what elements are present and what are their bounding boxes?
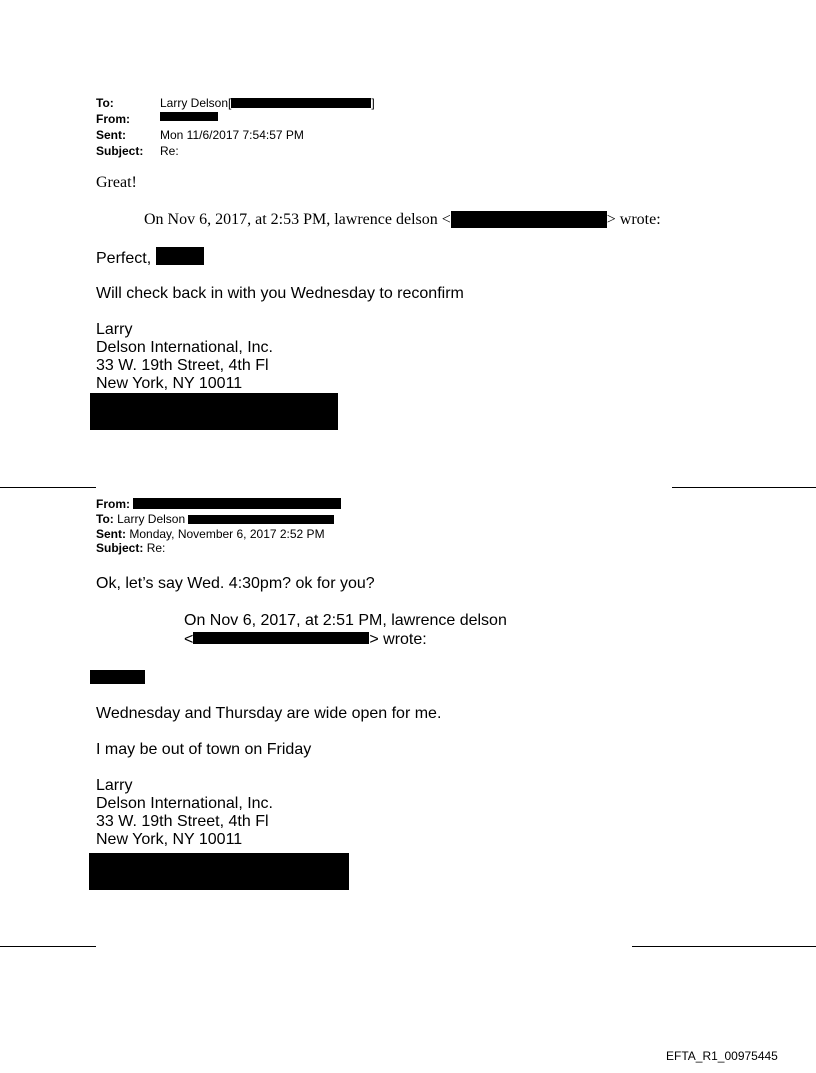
redaction [89,853,349,890]
email2-from: From: [96,498,341,511]
divider [0,946,96,947]
divider [0,487,96,488]
email1-body: Great! [96,174,137,191]
email2-quote-line1: On Nov 6, 2017, at 2:51 PM, lawrence delson [184,612,507,629]
redaction [133,498,341,509]
redaction [193,632,369,644]
email1-line1: Will check back in with you Wednesday to reconfirm [96,285,464,302]
redaction [90,393,338,430]
email2-sent: Sent: Monday, November 6, 2017 2:52 PM [96,527,325,541]
redaction [156,247,204,265]
email2-line1: Wednesday and Thursday are wide open for me. [96,705,442,722]
to-label: To: [96,96,114,110]
redaction [188,515,334,524]
redaction [231,98,371,108]
email2-body: Ok, let’s say Wed. 4:30pm? ok for you? [96,575,375,592]
divider [632,946,816,947]
document-id: EFTA_R1_00975445 [666,1049,778,1063]
email1-sig-name: Larry [96,321,133,338]
email2-subject: Subject: Re: [96,541,166,555]
email1-sig-city: New York, NY 10011 [96,375,243,392]
email1-sig-company: Delson International, Inc. [96,339,273,356]
redaction [160,112,218,121]
email1-sig-address: 33 W. 19th Street, 4th Fl [96,357,269,374]
email2-sig-company: Delson International, Inc. [96,795,273,812]
email1-greeting: Perfect, [96,247,204,268]
email2-to: To: Larry Delson [96,513,334,526]
email2-line2: I may be out of town on Friday [96,741,312,758]
to-value: Larry Delson[ ] [160,96,375,110]
subject-value: Re: [160,144,179,158]
email1-quote-intro: On Nov 6, 2017, at 2:53 PM, lawrence delson < > wrote: [144,211,661,228]
sent-label: Sent: [96,128,126,142]
redaction [90,670,145,684]
email2-sig-name: Larry [96,777,133,794]
email2-sig-city: New York, NY 10011 [96,831,243,848]
sent-value: Mon 11/6/2017 7:54:57 PM [160,128,304,142]
redaction [451,211,607,228]
email2-quote-line2: < > wrote: [184,631,427,648]
from-label: From: [96,112,130,126]
subject-label: Subject: [96,144,144,158]
divider [672,487,816,488]
email2-sig-address: 33 W. 19th Street, 4th Fl [96,813,269,830]
